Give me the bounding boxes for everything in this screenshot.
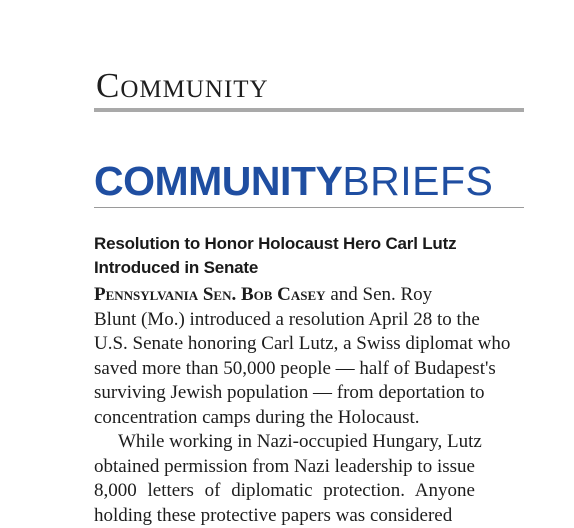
headline-line: Introduced in Senate xyxy=(94,256,574,280)
body-line: 8,000 letters of diplomatic protection. Anyone xyxy=(94,479,564,504)
body-line xyxy=(94,283,564,308)
article-body xyxy=(94,283,564,528)
headline-line: Resolution to Honor Holocaust Hero Carl Lutz xyxy=(94,232,574,256)
body-line: concentration camps during the Holocaust. xyxy=(94,406,564,431)
body-text: and Sen. Roy xyxy=(326,284,433,305)
body-line: holding these protective papers was considered xyxy=(94,504,564,528)
section-divider xyxy=(94,108,524,112)
section-header: Community xyxy=(96,66,269,106)
body-line: While working in Nazi-occupied Hungary, Lutz xyxy=(94,430,564,455)
lead-in: Pennsylvania Sen. Bob Casey xyxy=(94,284,326,305)
banner-bold-text: COMMUNITY xyxy=(94,158,342,204)
body-line: saved more than 50,000 people — half of Budapest's xyxy=(94,357,564,382)
body-line: Blunt (Mo.) introduced a resolution April 28 to the xyxy=(94,308,564,333)
body-line: U.S. Senate honoring Carl Lutz, a Swiss diplomat who xyxy=(94,332,564,357)
community-briefs-banner xyxy=(94,158,493,204)
banner-divider xyxy=(94,207,524,208)
body-line: obtained permission from Nazi leadership to issue xyxy=(94,455,564,480)
banner-light-text: BRIEFS xyxy=(342,158,493,204)
article-headline xyxy=(94,232,574,280)
body-line: surviving Jewish population — from deportation to xyxy=(94,381,564,406)
